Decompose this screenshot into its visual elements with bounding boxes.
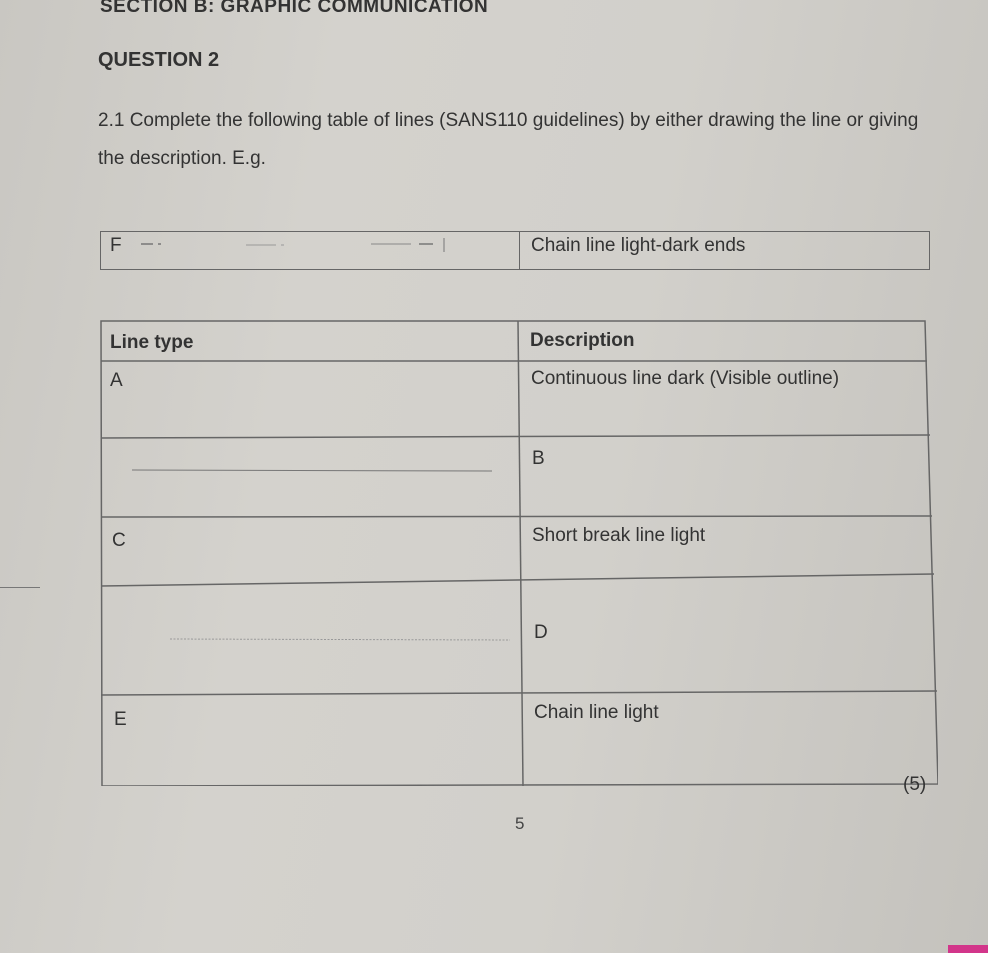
row-e-description: Chain line light: [534, 702, 659, 723]
instruction-text: 2.1 Complete the following table of lines (SANS110 guidelines) by either drawing the line or giving the description. E.g.: [98, 110, 919, 169]
lines-table: [100, 320, 938, 786]
row-a-label: A: [110, 370, 123, 391]
row-a-description: Continuous line dark (Visible outline): [531, 368, 840, 389]
background-edge: [948, 945, 988, 953]
example-line-cell: [101, 232, 520, 269]
page-number: 5: [515, 814, 525, 833]
example-chain-line-drawing: [101, 232, 519, 269]
header-description: Description: [530, 330, 635, 351]
row-b-description: B: [532, 448, 545, 469]
row-d-drawn-line: [170, 639, 510, 640]
row-d-description: D: [534, 622, 548, 643]
example-table: [100, 231, 930, 270]
example-label: F: [110, 235, 122, 256]
section-title: SECTION B: GRAPHIC COMMUNICATION: [100, 0, 489, 17]
example-description: Chain line light-dark ends: [531, 235, 746, 256]
row-b-drawn-line: [132, 470, 492, 471]
paper-edge-line: [0, 587, 40, 588]
row-e-label: E: [114, 709, 127, 730]
row-c-label: C: [112, 530, 126, 551]
row-c-description: Short break line light: [532, 525, 706, 546]
question-title: QUESTION 2: [98, 49, 220, 71]
marks-total: (5): [903, 774, 927, 795]
header-line-type: Line type: [110, 332, 194, 353]
